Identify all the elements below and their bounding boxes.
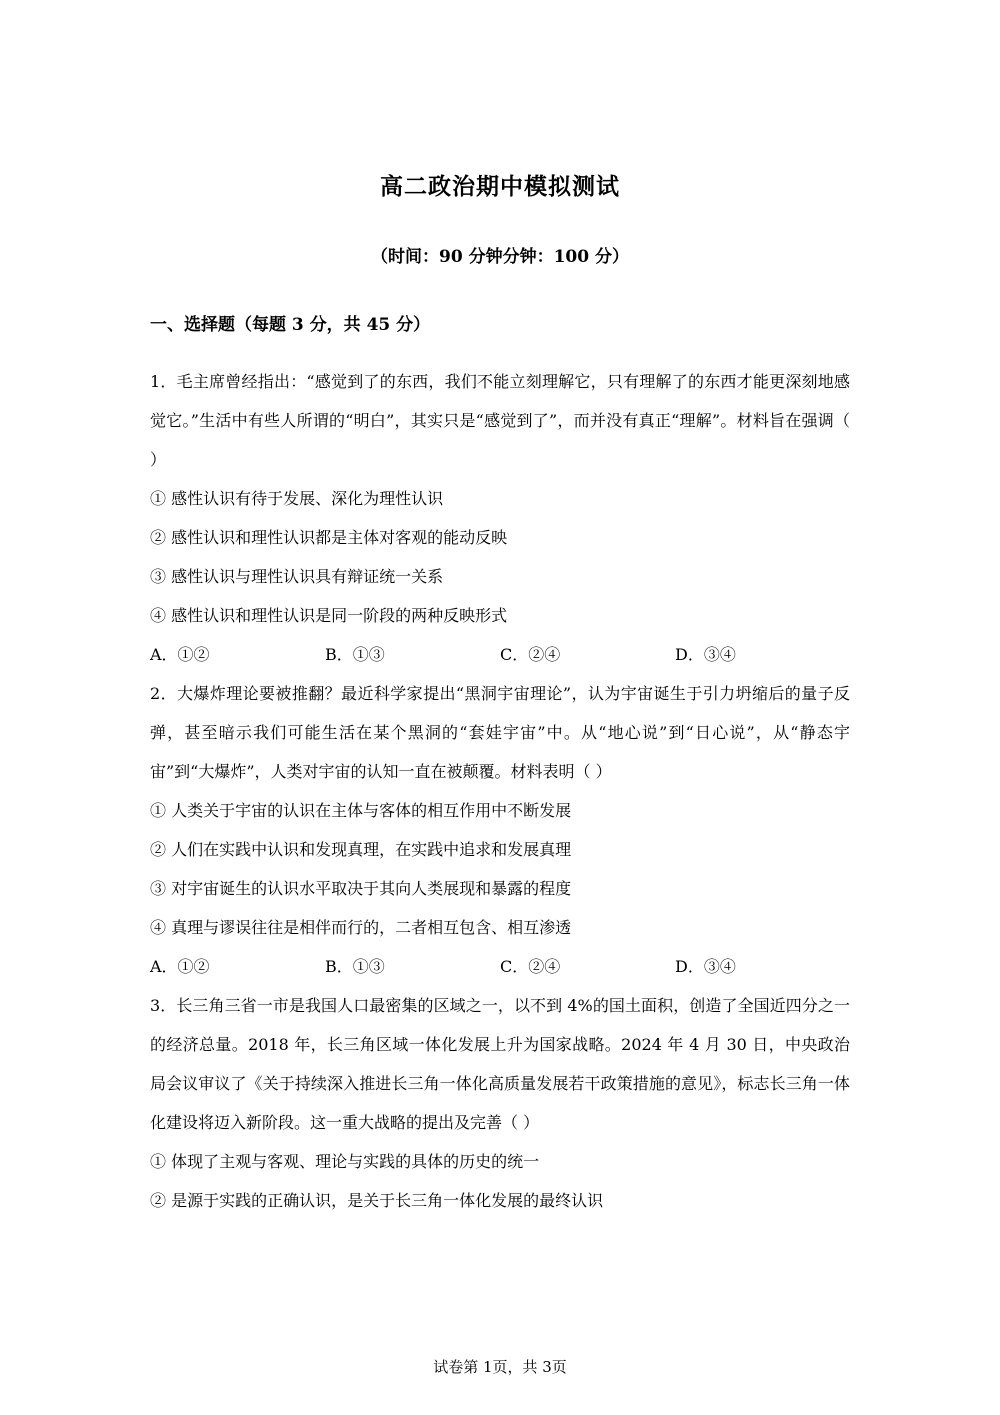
- choice-d: D．③④: [675, 957, 736, 976]
- statement-4: ④ 真理与谬误往往是相伴而行的，二者相互包含、相互渗透: [150, 918, 572, 937]
- page-footer: 试卷第 1页，共 3页: [433, 1358, 567, 1376]
- section-heading: 一、选择题（每题 3 分，共 45 分）: [150, 315, 431, 335]
- choice-c: C．②④: [500, 957, 561, 976]
- choice-a: A．①②: [150, 957, 210, 976]
- statement-1: ① 人类关于宇宙的认识在主体与客体的相互作用中不断发展: [150, 801, 572, 820]
- choice-b: B．①③: [325, 645, 385, 664]
- question-3: [150, 986, 850, 1220]
- question-stem: 2．大爆炸理论要被推翻？最近科学家提出“黑洞宇宙理论”，认为宇宙诞生于引力坍缩后的量子反弹，甚至暗示我们可能生活在某个黑洞的“套娃宇宙”中。从“地心说”到“日心说”，从“静态宇宙”到“大爆炸”，人类对宇宙的认知一直在被颠覆。材料表明（ ）: [150, 684, 850, 781]
- statement-2: ② 是源于实践的正确认识，是关于长三角一体化发展的最终认识: [150, 1191, 604, 1210]
- question-stem: 3．长三角三省一市是我国人口最密集的区域之一，以不到 4%的国土面积，创造了全国近四分之一的经济总量。2018 年，长三角区域一体化发展上升为国家战略。2024 年 4 月 30 日，中央政治局会议审议了《关于持续深入推进长三角一体化高质量发展若干政策措施的意见》，标志长三角一体化建设将迈入新阶段。这一重大战略的提出及完善（ ）: [150, 996, 850, 1132]
- statement-1: ① 体现了主观与客观、理论与实践的具体的历史的统一: [150, 1152, 540, 1171]
- choice-d: D．③④: [675, 645, 736, 664]
- choice-a: A．①②: [150, 645, 210, 664]
- statement-2: ② 人们在实践中认识和发现真理，在实践中追求和发展真理: [150, 840, 572, 859]
- question-stem: 1．毛主席曾经指出：“感觉到了的东西，我们不能立刻理解它，只有理解了的东西才能更深刻地感觉它。”生活中有些人所谓的“明白”，其实只是“感觉到了”，而并没有真正“理解”。材料旨在强调（ ）: [150, 372, 850, 469]
- statement-2: ② 感性认识和理性认识都是主体对客观的能动反映: [150, 528, 508, 547]
- questions-container: [150, 362, 850, 1220]
- statement-3: ③ 对宇宙诞生的认识水平取决于其向人类展现和暴露的程度: [150, 879, 572, 898]
- question-2: [150, 674, 850, 986]
- statement-4: ④ 感性认识和理性认识是同一阶段的两种反映形式: [150, 606, 508, 625]
- choice-c: C．②④: [500, 645, 561, 664]
- answer-choices: [150, 635, 850, 674]
- statement-3: ③ 感性认识与理性认识具有辩证统一关系: [150, 567, 444, 586]
- choice-b: B．①③: [325, 957, 385, 976]
- question-1: [150, 362, 850, 674]
- statement-1: ① 感性认识有待于发展、深化为理性认识: [150, 489, 444, 508]
- answer-choices: [150, 947, 850, 986]
- page-title: 高二政治期中模拟测试: [380, 174, 620, 200]
- exam-info: （时间：90 分钟分钟：100 分）: [371, 247, 629, 267]
